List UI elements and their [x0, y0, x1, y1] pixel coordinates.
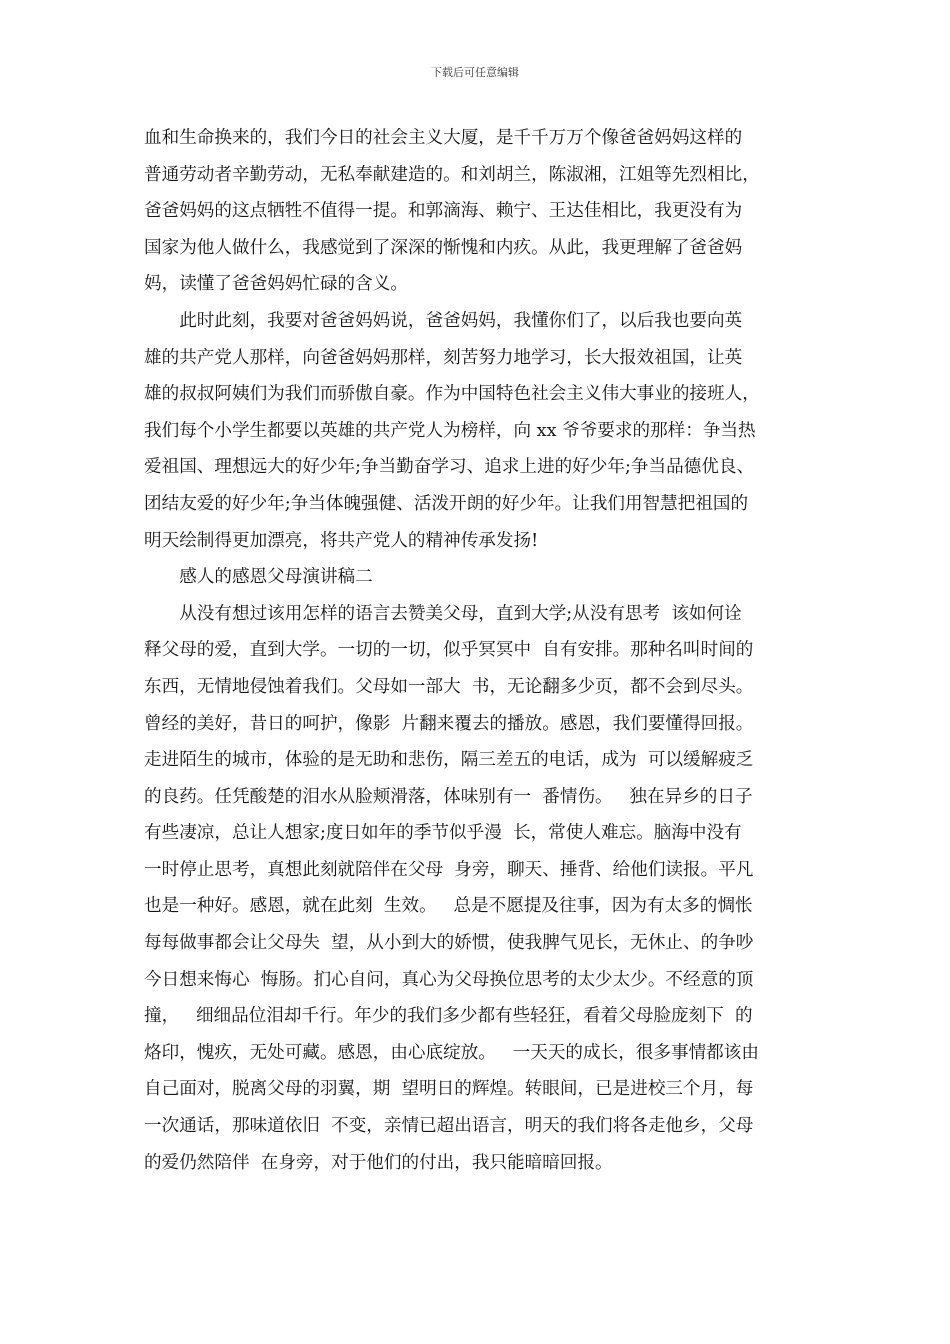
text-line: 自己面对，脱离父母的羽翼，期 望明日的辉煌。转眼间，已是进校三个月，每 [144, 1079, 754, 1100]
text-line: 雄的共产党人那样，向爸爸妈妈那样，刻苦努力地学习，长大报效祖国，让英 [144, 347, 743, 368]
text-line: 每每做事都会让父母失 望，从小到大的娇惯，使我脾气见长，无休止、的争吵 [144, 933, 754, 954]
text-line: 普通劳动者辛勤劳动，无私奉献建造的。和刘胡兰，陈淑湘，江姐等先烈相比， [144, 164, 760, 185]
text-line: 释父母的爱，直到大学。一切的一切，似乎冥冥中 自有安排。那种名叫时间的 [144, 640, 754, 661]
text-line: 撞， 细细品位泪却千行。年少的我们多少都有些轻狂，看着父母脸庞刻下 的 [144, 1006, 753, 1027]
text-line: 血和生命换来的，我们今日的社会主义大厦，是千千万万个像爸爸妈妈这样的 [144, 128, 743, 148]
text-line: 爱祖国、理想远大的好少年;争当勤奋学习、追求上进的好少年;争当品德优良、 [144, 457, 755, 478]
text-line: 团结友爱的好少年;争当体魄强健、活泼开朗的好少年。让我们用智慧把祖国的 [144, 493, 749, 514]
text-line: 的良药。任凭酸楚的泪水从脸颊滑落，体味别有一 番情伤。 独在异乡的日子 [144, 786, 753, 807]
text-line: 妈，读懂了爸爸妈妈忙碌的含义。 [144, 274, 408, 295]
text-line: 一次通话，那味道依旧 不变，亲情已超出语言，明天的我们将各走他乡，父母 [144, 1116, 754, 1137]
page-header-note: 下载后可任意编辑 [431, 66, 519, 79]
text-line: 也是一种好。感恩，就在此刻 生效。 总是不愿提及往事，因为有太多的惆怅 [144, 896, 753, 917]
text-line: 国家为他人做什么，我感觉到了深深的惭愧和内疚。从此，我更理解了爸爸妈 [144, 237, 743, 258]
section-heading: 感人的感恩父母演讲稿二 [144, 567, 373, 588]
text-line: 一时停止思考，真想此刻就陪伴在父母 身旁，聊天、捶背、给他们读报。平凡 [144, 859, 754, 880]
text-line: 东西，无情地侵蚀着我们。父母如一部大 书，无论翻多少页，都不会到尽头。 [144, 676, 754, 697]
text-line: 从没有想过该用怎样的语言去赞美父母，直到大学;从没有思考 该如何诠 [144, 603, 742, 624]
text-line: 有些凄凉，总让人想家;度日如年的季节似乎漫 长，常使人难忘。脑海中没有 [144, 823, 742, 844]
text-line: 今日想来悔心 悔肠。扪心自问，真心为父母换位思考的太少太少。不经意的顶 [144, 969, 754, 990]
text-line: 雄的叔叔阿姨们为我们而骄傲自豪。作为中国特色社会主义伟大事业的接班人， [144, 384, 760, 405]
text-line: 走进陌生的城市，体验的是无助和悲伤，隔三差五的电话，成为 可以缓解疲乏 [144, 750, 754, 771]
text-line: 明天绘制得更加漂亮，将共产党人的精神传承发扬! [144, 530, 539, 551]
body-text [144, 120, 809, 1181]
text-line: 我们每个小学生都要以英雄的共产党人为榜样，向 xx 爷爷要求的那样：争当热 [144, 420, 756, 441]
text-line: 爸爸妈妈的这点牺牲不值得一提。和郭滴海、赖宁、王达佳相比，我更没有为 [144, 201, 743, 222]
text-line: 烙印，愧疚，无处可藏。感恩，由心底绽放。 一天天的成长，很多事情都该由 [144, 1042, 759, 1063]
text-line: 此时此刻，我要对爸爸妈妈说，爸爸妈妈，我懂你们了，以后我也要向英 [144, 310, 743, 331]
text-line: 的爱仍然陪伴 在身旁，对于他们的付出，我只能暗暗回报。 [144, 1152, 613, 1173]
text-line: 曾经的美好，昔日的呵护，像影 片翻来覆去的播放。感恩，我们要懂得回报。 [144, 713, 754, 734]
